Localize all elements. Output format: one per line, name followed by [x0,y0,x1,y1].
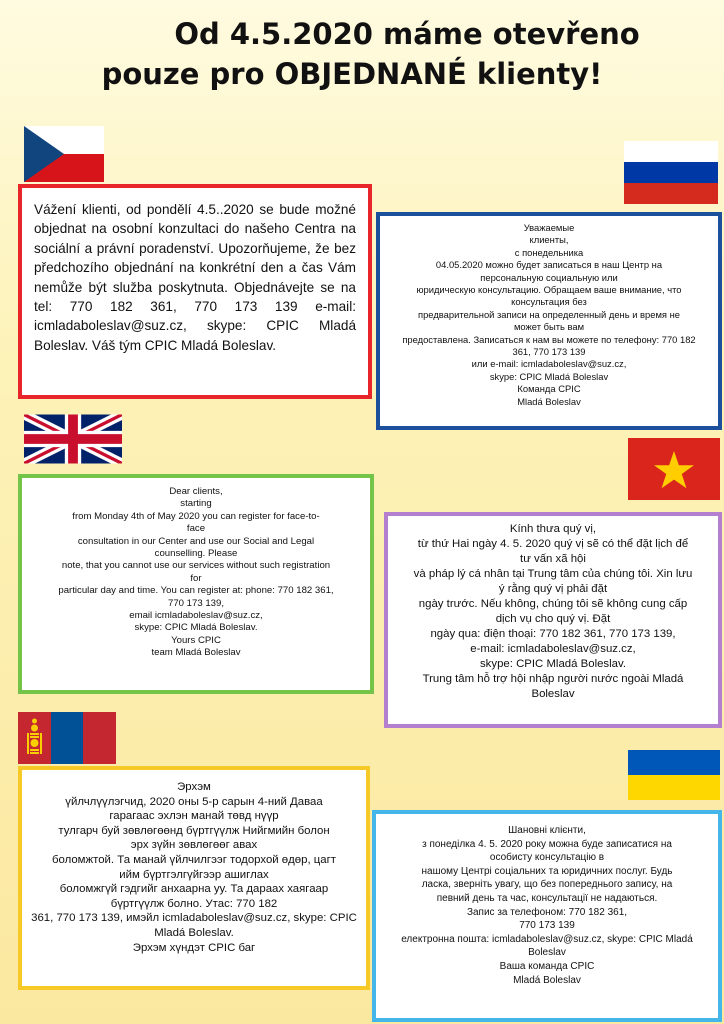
page-title [0,14,724,94]
ukraine-flag-icon [628,750,720,800]
mongolian-notice [18,766,370,990]
ukrainian-notice-text: Шановні клієнти, з понеділка 4. 5. 2020 року можна буде записатися на особисту консультацію в нашому Центрі соціальних та юридичних послуг. Будь ласка, зверніть увагу, що без попереднього запису, на певний день та час, консультації не надаються. Запис за телефоном: 770 182 361, 770 173 139 електронна пошта: icmladaboleslav@suz.cz, skype: CPIC Mladá Boleslav Ваша команда CPIC Mladá Boleslav [401,825,693,986]
russian-notice-text: Уважаемые клиенты, с понедельника 04.05.2020 можно будет записаться в наш Центр на персональную социальную или юридическую консультацию. Обращаем ваше внимание, что консультация без предварительной записи на определенный день и время не может быть вам предоставлена. Записаться к нам вы можете по телефону: 770 182 361, 770 173 139 или e-mail: icmladaboleslav@suz.cz, skype: CPIC Mladá Boleslav Команда CPIC Mladá Boleslav [402,222,696,407]
english-notice-text: Dear clients, starting from Monday 4th of May 2020 you can register for face-to- face consultation in our Center and use our Social and Legal counselling. Please note, that you cannot use our services without such registration for particular day and time. You can register at: phone: 770 182 361, 770 173 139, email icmladaboleslav@suz.cz, skype: CPIC Mladá Boleslav. Yours CPIC team Mladá Boleslav [58,486,334,659]
title-line-1: Od 4.5.2020 máme otevřeno [174,17,640,51]
czech-notice-text: Vážení klienti, od pondělí 4.5..2020 se bude možné objednat na osobní konzultaci do našeho Centra na sociální a právní poradenství. Upozorňujeme, že bez předchozího objednání na konkrétní den a čas Vám nemůže být služba poskytnuta. Objednávejte se na tel: 770 182 361, 770 173 139 e-mail: icmladaboleslav@suz.cz, skype: CPIC Mladá Boleslav. Váš tým CPIC Mladá Boleslav. [34,202,356,353]
english-notice [18,474,374,694]
czech-flag-icon [24,126,104,182]
russian-flag-icon [624,141,718,204]
mongolian-notice-text: Эрхэм үйлчлүүлэгчид, 2020 оны 5-р сарын 4-ний Даваа гарагаас эхлэн манай төвд нүүр тулгарч буй зөвлөгөөнд бүртгүүлж Нийгмийн болон эрх зүйн зөвлөгөөг авах боломжтой. Та манай үйлчилгээг тодорхой өдөр, цагт ийм бүртгэлгүйгээр ашиглах боломжгүй гэдгийг анхаарна уу. Та дараах хаягаар бүртгүүлж болно. Утас: 770 182 361, 770 173 139, имэйл icmladaboleslav@suz.cz, skype: CPIC Mladá Boleslav. Эрхэм хүндэт CPIC баг [31,781,357,954]
ukrainian-notice [372,810,722,1022]
vietnam-flag-icon [628,438,720,500]
vietnamese-notice [384,512,722,728]
mongolia-flag-icon [18,712,116,764]
uk-flag-icon [24,413,122,465]
czech-notice [18,184,372,399]
russian-notice [376,212,722,430]
vietnamese-notice-text: Kính thưa quý vị, từ thứ Hai ngày 4. 5. 2020 quý vị sẽ có thể đặt lịch để tư vấn xã hội và pháp lý cá nhân tại Trung tâm của chúng tôi. Xin lưu ý rằng quý vị phải đặt ngày trước. Nếu không, chúng tôi sẽ không cung cấp dịch vụ cho quý vị. Đặt ngày qua: điện thoại: 770 182 361, 770 173 139, e-mail: icmladaboleslav@suz.cz, skype: CPIC Mladá Boleslav. Trung tâm hỗ trợ hội nhập người nước ngoài Mladá Boleslav [413,523,693,700]
title-line-2: pouze pro OBJEDNANÉ klienty! [101,57,603,91]
